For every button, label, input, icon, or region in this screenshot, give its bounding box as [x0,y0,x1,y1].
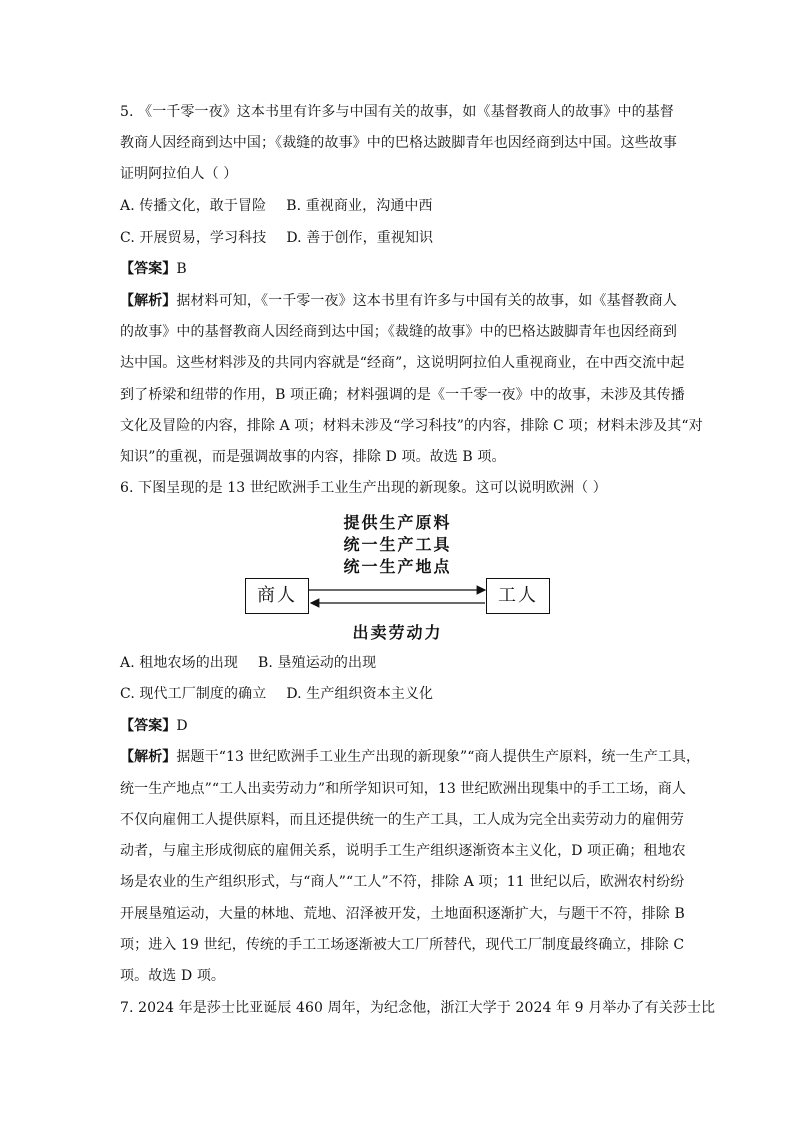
q6-analysis-line-4: 动者，与雇主形成彻底的雇佣关系，说明手工生产组织逐渐资本主义化，D 项正确；租地农 [120,843,686,859]
q5-analysis-line-3: 达中国。这些材料涉及的共同内容就是“经商”，这说明阿拉伯人重视商业，在中西交流中起 [120,355,685,371]
q6-options-row-1 [120,653,680,673]
q6-analysis-line-3: 不仅向雇佣工人提供原料，而且还提供统一的生产工具，工人成为完全出卖劳动力的雇佣劳 [120,812,684,828]
merchant-box: 商人 [245,578,309,614]
q6-analysis-label: 【解析】 [120,749,177,765]
q5-option-d: D. 善于创作，重视知识 [286,230,434,246]
q6-stem: 6. 下图呈现的是 13 世纪欧洲手工业生产出现的新现象。这可以说明欧洲（ ） [120,480,607,496]
q5-analysis-text-1: 据材料可知，《一千零一夜》这本书里有许多与中国有关的故事，如《基督教商人 [176,293,678,309]
q6-option-d: D. 生产组织资本主义化 [286,686,434,702]
diagram-top-line-1: 提供生产原料 [343,513,452,532]
q5-analysis-line-5: 文化及冒险的内容，排除 A 项；材料未涉及“学习科技”的内容，排除 C 项；材料未涉及其“对 [120,418,703,434]
q6-analysis-line-5: 场是农业的生产组织形式，与“商人”“工人”不符，排除 A 项；11 世纪以后，欧洲农村纷纷 [120,874,685,890]
q5-stem-line-3: 证明阿拉伯人（ ） [120,166,238,182]
q5-option-c: C. 开展贸易，学习科技 [120,230,267,246]
q6-analysis-line-1 [120,747,701,767]
q5-analysis-line-1 [120,291,680,311]
q5-answer [120,259,680,279]
q5-options-row-2 [120,228,680,248]
q7-stem-line-1: 7. 2024 年是莎士比亚诞辰 460 周年，为纪念他，浙江大学于 2024 年 9 月举办了有关莎士比 [120,1000,716,1016]
q6-option-a: A. 租地农场的出现 [120,655,239,671]
worker-box: 工人 [486,578,550,614]
q5-options-row-1 [120,196,680,216]
q5-analysis-line-6: 知识”的重视，而是强调故事的内容，排除 D 项。故选 B 项。 [120,449,506,465]
q6-diagram [245,510,550,640]
q5-answer-label: 【答案】 [120,261,177,277]
diagram-bottom-label: 出卖劳动力 [352,623,443,642]
q6-analysis-line-6: 开展垦殖运动，大量的林地、荒地、沼泽被开发，土地面积逐渐扩大，与题干不符，排除 B [120,906,685,922]
q5-answer-value: B [176,261,187,277]
q5-option-a: A. 传播文化，敢于冒险 [120,198,267,214]
q5-stem-line-2: 教商人因经商到达中国；《裁缝的故事》中的巴格达跛脚青年也因经商到达中国。这些故事 [120,135,677,151]
q6-answer-value: D [176,718,188,734]
q6-analysis-line-2: 统一生产地点”“工人出卖劳动力”和所学知识可知，13 世纪欧洲出现集中的手工工场，商人 [120,781,687,797]
q5-option-b: B. 重视商业，沟通中西 [286,198,433,214]
q6-answer [120,716,680,736]
q6-analysis-line-7: 项；进入 19 世纪，传统的手工工场逐渐被大工厂所替代，现代工厂制度最终确立，排除 C [120,937,685,953]
q5-analysis-line-2: 的故事》中的基督教商人因经商到达中国；《裁缝的故事》中的巴格达跛脚青年也因经商到 [120,324,677,340]
q6-analysis-line-8: 项。故选 D 项。 [120,968,226,984]
q5-analysis-label: 【解析】 [120,293,177,309]
q6-analysis-text-1: 据题干“13 世纪欧洲手工业生产出现的新现象”“商人提供生产原料，统一生产工具， [176,749,701,765]
q6-options-row-2 [120,684,680,704]
q5-stem-line-1: 5. 《一千零一夜》这本书里有许多与中国有关的故事，如《基督教商人的故事》中的基督 [120,104,674,120]
q6-answer-label: 【答案】 [120,718,177,734]
q6-option-b: B. 垦殖运动的出现 [258,655,377,671]
q5-analysis-line-4: 到了桥梁和纽带的作用，B 项正确；材料强调的是《一千零一夜》中的故事，未涉及其传播 [120,387,685,403]
diagram-top-line-3: 统一生产地点 [343,557,452,576]
q6-option-c: C. 现代工厂制度的确立 [120,686,267,702]
diagram-top-line-2: 统一生产工具 [343,535,452,554]
